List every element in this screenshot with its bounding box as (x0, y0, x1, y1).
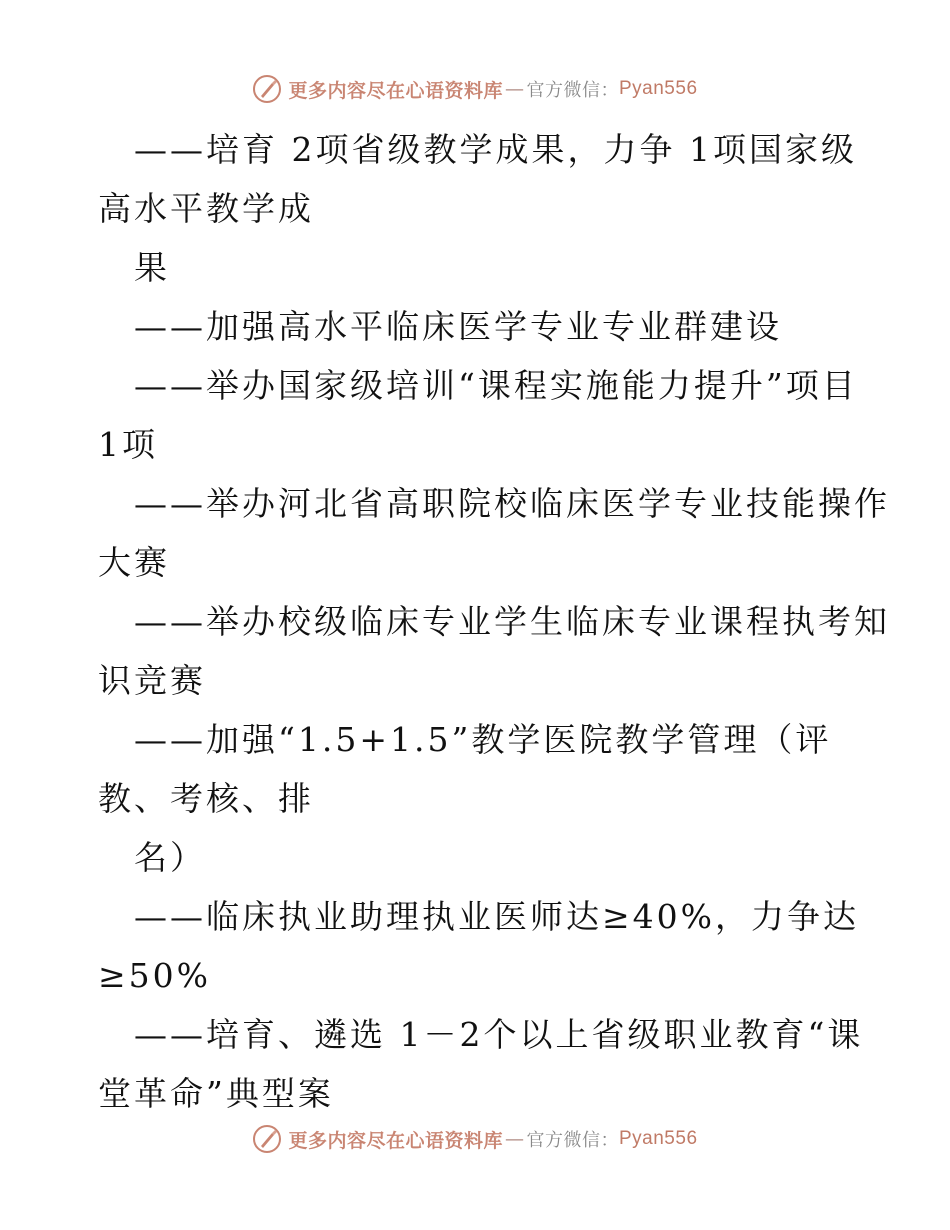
header-watermark (0, 74, 950, 104)
text-line: ——培育 2项省级教学成果，力争 1项国家级 (134, 130, 857, 169)
watermark-wechat-id: Pyan556 (619, 1128, 698, 1149)
text-line: 堂革命”典型案 (98, 1074, 334, 1113)
text-line: ≥50% (98, 956, 211, 995)
watermark-wechat-label: 官方微信： (526, 1130, 619, 1151)
text-line: ——举办校级临床专业学生临床专业课程执考知 (134, 602, 890, 641)
text-line: ——培育、遴选 1－2个以上省级职业教育“课 (134, 1015, 864, 1054)
text-line: ——举办河北省高职院校临床医学专业技能操作 (134, 484, 890, 523)
text-line: 大赛 (98, 543, 170, 582)
text-line: 识竞赛 (98, 661, 206, 700)
watermark-site-text: 更多内容尽在心语资料库 (288, 1129, 503, 1152)
text-line: 名） (134, 838, 206, 877)
text-line: 教、考核、排 (98, 779, 314, 818)
watermark-dash: — (505, 1128, 525, 1150)
watermark-dash: — (505, 78, 525, 100)
text-line: ——举办国家级培训“课程实施能力提升”项目 (134, 366, 858, 405)
document-body (98, 120, 890, 1123)
quill-pen-logo-icon (252, 1124, 282, 1154)
watermark-wechat-label: 官方微信： (526, 80, 619, 101)
text-line: 高水平教学成 (98, 189, 314, 228)
watermark-wechat-id: Pyan556 (619, 78, 698, 99)
footer-watermark (0, 1124, 950, 1154)
text-line: 果 (134, 248, 170, 287)
quill-pen-logo-icon (252, 74, 282, 104)
watermark-site-text: 更多内容尽在心语资料库 (288, 79, 503, 102)
text-line: ——临床执业助理执业医师达≥40%，力争达 (134, 897, 859, 936)
text-line: ——加强高水平临床医学专业专业群建设 (134, 307, 782, 346)
text-line: 1项 (98, 425, 158, 464)
text-line: ——加强“1.5+1.5”教学医院教学管理（评 (134, 720, 832, 759)
